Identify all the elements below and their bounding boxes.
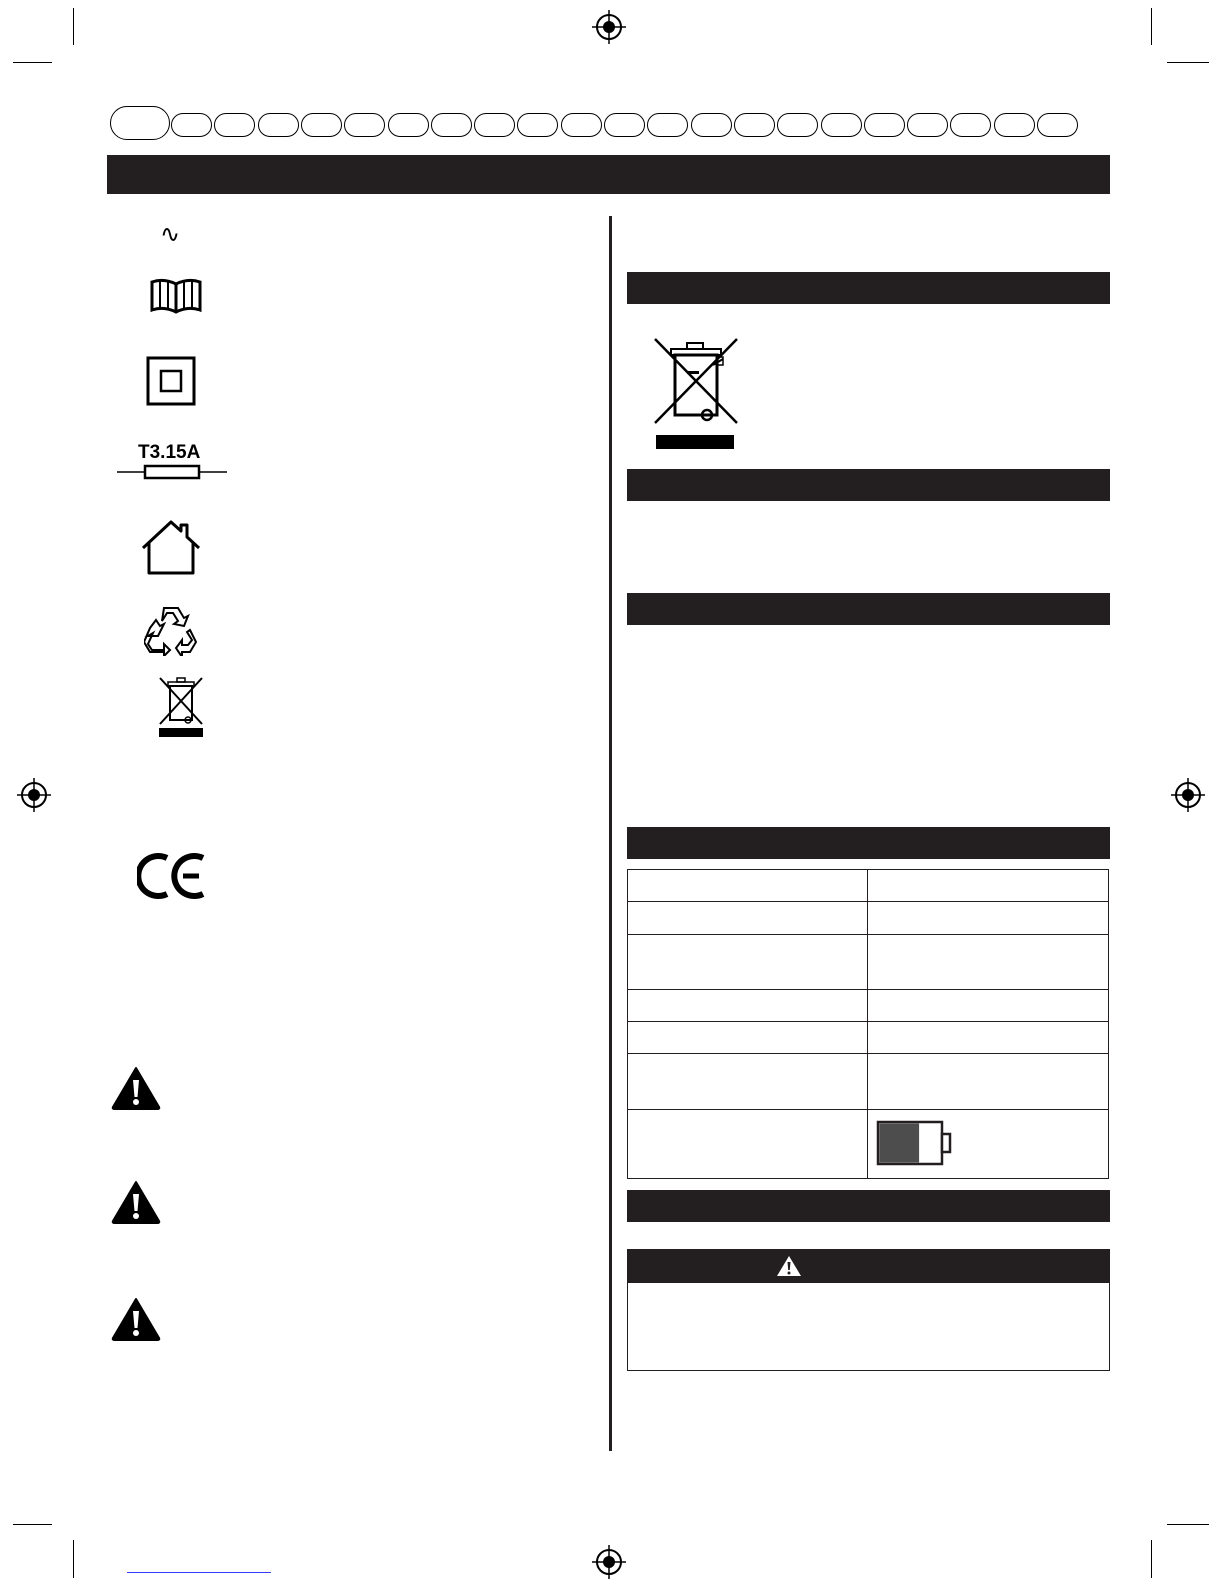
crop-mark — [13, 62, 52, 63]
weee-crossed-bin-icon — [158, 676, 204, 738]
fuse-label: T3.15A — [138, 442, 201, 463]
language-tab[interactable] — [647, 113, 688, 137]
section-bar-5 — [627, 1190, 1110, 1222]
warning-triangle-icon — [111, 1180, 161, 1224]
language-tab[interactable] — [561, 113, 602, 137]
language-tab[interactable] — [950, 113, 991, 137]
language-tab[interactable] — [604, 113, 645, 137]
language-tab[interactable] — [1037, 113, 1078, 137]
spec-label — [628, 1054, 868, 1110]
warning-box-header — [628, 1250, 1109, 1283]
language-tab[interactable] — [734, 113, 775, 137]
read-manual-icon — [148, 276, 204, 316]
language-tab[interactable] — [258, 113, 299, 137]
language-tab[interactable] — [214, 113, 255, 137]
ce-mark-icon — [137, 852, 207, 900]
warning-box — [627, 1249, 1110, 1371]
crop-mark — [1167, 1524, 1209, 1525]
crop-mark — [73, 8, 74, 45]
column-divider — [609, 216, 612, 1451]
language-tab[interactable] — [110, 106, 170, 140]
battery-level-icon — [876, 1120, 956, 1166]
warning-triangle-icon — [776, 1255, 802, 1277]
crop-mark — [13, 1524, 52, 1525]
language-tab[interactable] — [171, 113, 212, 137]
footer-link[interactable] — [127, 1572, 271, 1573]
spec-label — [628, 1022, 868, 1054]
registration-mark-icon — [592, 1545, 626, 1579]
spec-value — [868, 902, 1109, 935]
language-tab[interactable] — [301, 113, 342, 137]
indoor-use-house-icon — [139, 518, 203, 576]
section-bar-2 — [627, 469, 1110, 501]
crop-mark — [1167, 62, 1209, 63]
spec-value — [868, 990, 1109, 1022]
language-tab[interactable] — [344, 113, 385, 137]
language-tab[interactable] — [777, 113, 818, 137]
alternating-current-icon: ∿ — [160, 220, 181, 248]
warning-triangle-icon — [111, 1297, 161, 1341]
spec-label — [628, 902, 868, 935]
language-tab[interactable] — [474, 113, 515, 137]
crop-mark — [1151, 1540, 1152, 1578]
crop-mark — [1151, 8, 1152, 45]
weee-crossed-bin-large-icon — [651, 337, 741, 452]
language-tab[interactable] — [821, 113, 862, 137]
language-tab[interactable] — [388, 113, 429, 137]
spec-label — [628, 935, 868, 990]
registration-mark-icon — [1171, 778, 1205, 812]
spec-value — [868, 935, 1109, 990]
warning-triangle-icon — [111, 1066, 161, 1110]
section-bar-4 — [627, 827, 1110, 859]
crop-mark — [73, 1540, 74, 1578]
section-bar-1 — [627, 272, 1110, 304]
header-bar — [107, 155, 1110, 194]
spec-value — [868, 1054, 1109, 1110]
spec-label — [628, 870, 868, 902]
language-tab[interactable] — [431, 113, 472, 137]
fuse-icon — [117, 464, 227, 480]
language-tab[interactable] — [691, 113, 732, 137]
registration-mark-icon — [592, 10, 626, 44]
language-tab[interactable] — [907, 113, 948, 137]
language-tab[interactable] — [994, 113, 1035, 137]
spec-value-battery — [868, 1110, 1109, 1179]
double-insulation-icon — [146, 356, 196, 406]
section-bar-3 — [627, 593, 1110, 625]
spec-label — [628, 990, 868, 1022]
specifications-table — [627, 869, 1109, 1179]
spec-value — [868, 1022, 1109, 1054]
language-tab[interactable] — [517, 113, 558, 137]
language-tab[interactable] — [864, 113, 905, 137]
spec-value — [868, 870, 1109, 902]
registration-mark-icon — [17, 778, 51, 812]
spec-label — [628, 1110, 868, 1179]
recycle-icon — [144, 604, 198, 656]
